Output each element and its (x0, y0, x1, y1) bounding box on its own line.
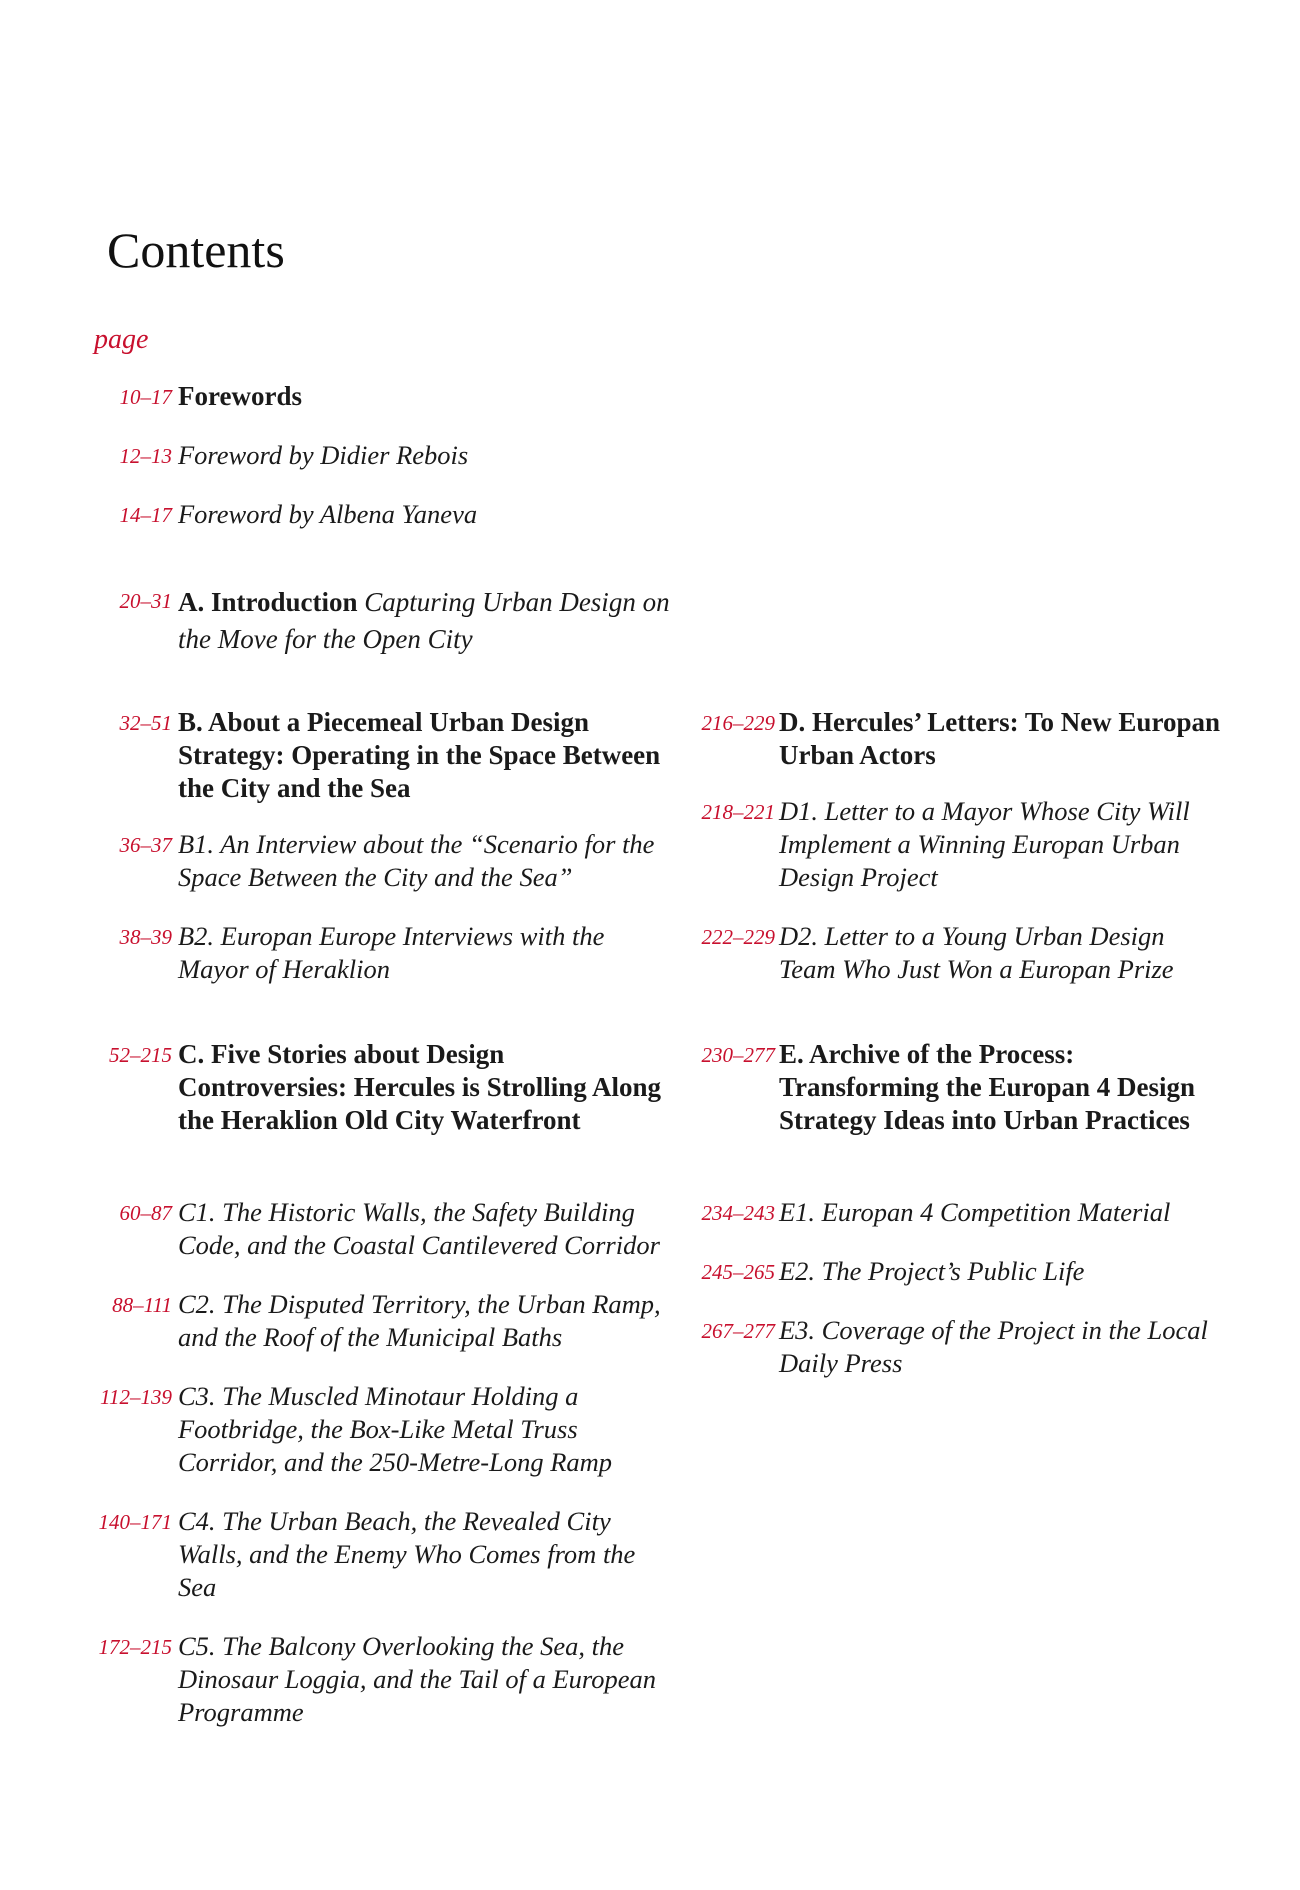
toc-entry-foreword-yaneva[interactable] (119, 498, 673, 531)
entry-title: C1. The Historic Walls, the Safety Building Code, and the Coastal Cantilevered Corridor (178, 1197, 660, 1260)
page-range: 20–31 (119, 589, 172, 613)
toc-entry-e1[interactable] (701, 1196, 1224, 1229)
toc-entry-a-introduction[interactable] (119, 584, 673, 658)
toc-entry-e-archive[interactable] (701, 1038, 1224, 1137)
toc-entry-b2[interactable] (119, 920, 673, 986)
toc-entry-d-hercules-letters[interactable] (701, 706, 1224, 772)
page-range: 140–171 (98, 1510, 172, 1534)
entry-title: E. Archive of the Process: Transforming the Europan 4 Design Strategy Ideas into Urban Practices (779, 1039, 1196, 1135)
page-range: 230–277 (701, 1043, 775, 1067)
page-title: Contents (107, 222, 285, 278)
page-range: 112–139 (100, 1385, 172, 1409)
toc-entry-c3[interactable] (100, 1380, 673, 1479)
toc-entry-e3[interactable] (701, 1314, 1224, 1380)
entry-title: C. Five Stories about Design Controversies: Hercules is Strolling Along the Heraklion Old City Waterfront (178, 1039, 661, 1135)
page-range: 234–243 (701, 1201, 775, 1225)
toc-entry-b-piecemeal[interactable] (119, 706, 673, 805)
page-range: 172–215 (98, 1635, 172, 1659)
entry-title: A. Introduction (178, 587, 358, 617)
entry-title: C3. The Muscled Minotaur Holding a Footbridge, the Box-Like Metal Truss Corridor, and the 250-Metre-Long Ramp (178, 1381, 613, 1477)
entry-title: B. About a Piecemeal Urban Design Strategy: Operating in the Space Between the City and the Sea (178, 707, 661, 803)
page-column-label: page (94, 324, 149, 355)
entry-title: B1. An Interview about the “Scenario for the Space Between the City and the Sea” (178, 829, 655, 892)
entry-title: D. Hercules’ Letters: To New Europan Urban Actors (779, 707, 1220, 770)
toc-entry-c5[interactable] (98, 1630, 673, 1729)
page-range: 88–111 (112, 1293, 172, 1317)
entry-title: E2. The Project’s Public Life (779, 1256, 1085, 1286)
entry-title: Forewords (178, 381, 302, 411)
toc-entry-e2[interactable] (701, 1255, 1224, 1288)
toc-entry-c-five-stories[interactable] (109, 1038, 673, 1137)
entry-title: C2. The Disputed Territory, the Urban Ramp, and the Roof of the Municipal Baths (178, 1289, 661, 1352)
page-range: 10–17 (119, 385, 172, 409)
entry-title: D2. Letter to a Young Urban Design Team Who Just Won a Europan Prize (779, 921, 1174, 984)
page-range: 36–37 (119, 833, 172, 857)
toc-entry-c4[interactable] (98, 1505, 673, 1604)
toc-entry-b1[interactable] (119, 828, 673, 894)
page-range: 267–277 (701, 1319, 775, 1343)
toc-entry-d1[interactable] (701, 795, 1224, 894)
page-range: 60–87 (119, 1201, 172, 1225)
page-range: 216–229 (701, 711, 775, 735)
entry-title: D1. Letter to a Mayor Whose City Will Implement a Winning Europan Urban Design Project (779, 796, 1190, 892)
page-range: 245–265 (701, 1260, 775, 1284)
entry-title: Foreword by Didier Rebois (178, 440, 469, 470)
page-range: 38–39 (119, 925, 172, 949)
toc-entry-c1[interactable] (119, 1196, 673, 1262)
toc-entry-forewords[interactable] (119, 380, 673, 413)
page-range: 14–17 (119, 503, 172, 527)
page-range: 32–51 (119, 711, 172, 735)
entry-title: C5. The Balcony Overlooking the Sea, the Dinosaur Loggia, and the Tail of a European Programme (178, 1631, 657, 1727)
toc-entry-c2[interactable] (112, 1288, 683, 1354)
toc-entry-d2[interactable] (701, 920, 1224, 986)
entry-title: E3. Coverage of the Project in the Local Daily Press (779, 1315, 1208, 1378)
entry-subtitle: Capturing Urban Design on the Move for the Open City (178, 587, 670, 654)
page-range: 12–13 (119, 444, 172, 468)
entry-title: E1. Europan 4 Competition Material (779, 1197, 1171, 1227)
entry-title: Foreword by Albena Yaneva (178, 499, 478, 529)
page-range: 222–229 (701, 925, 775, 949)
entry-title: C4. The Urban Beach, the Revealed City Walls, and the Enemy Who Comes from the Sea (178, 1506, 636, 1602)
toc-entry-foreword-rebois[interactable] (119, 439, 673, 472)
entry-title: B2. Europan Europe Interviews with the Mayor of Heraklion (178, 921, 605, 984)
page-range: 218–221 (701, 800, 775, 824)
page-range: 52–215 (109, 1043, 172, 1067)
